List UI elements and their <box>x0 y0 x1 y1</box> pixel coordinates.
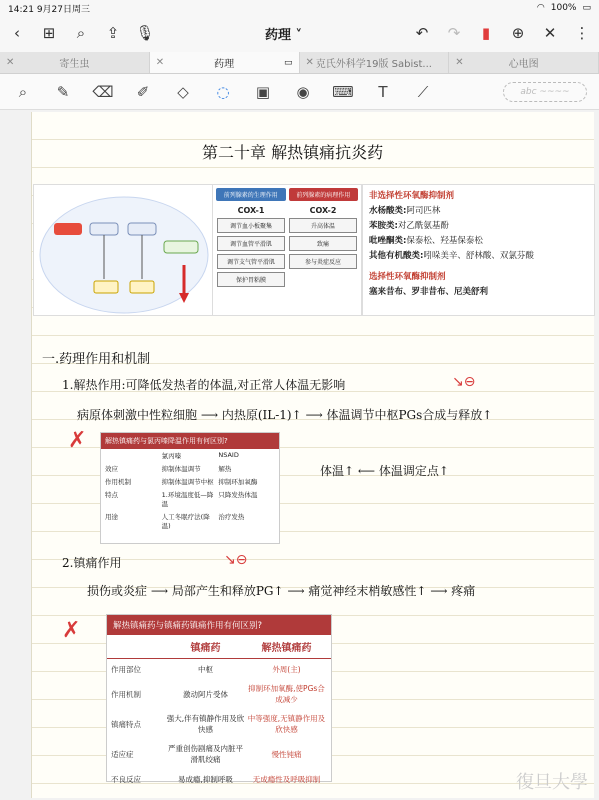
section-heading: 一.药理作用和机制 <box>42 352 151 367</box>
cell: 慢性钝痛 <box>271 749 302 759</box>
table-title: 解热镇痛药与氯丙嗪降温作用有何区别? <box>101 433 279 449</box>
drug-row <box>369 234 588 249</box>
wifi-icon: ◠ <box>536 3 545 13</box>
cox-pathway-diagram[interactable] <box>33 184 213 316</box>
table-title: 解热镇痛药与镇痛药镇痛作用有何区别? <box>107 615 331 635</box>
laser-icon[interactable]: ⟋ <box>417 82 429 101</box>
close-icon[interactable]: ✕ <box>543 24 557 42</box>
drug-names: 对乙酰氨基酚 <box>397 221 449 231</box>
lasso-icon[interactable]: ◌ <box>216 82 230 101</box>
cell <box>105 451 162 460</box>
redo-icon[interactable]: ↷ <box>447 24 461 42</box>
shapes-icon[interactable]: ◇ <box>177 82 189 101</box>
tab-bar <box>0 52 599 74</box>
cox1-item: 保护胃粘膜 <box>217 272 285 287</box>
table-row <box>107 709 331 739</box>
eraser-icon[interactable]: ⌫ <box>92 82 114 101</box>
tab-surgery[interactable] <box>300 52 450 73</box>
status-bar <box>0 0 599 14</box>
cell: 外周(主) <box>272 664 301 674</box>
camera-icon[interactable]: ◉ <box>296 82 310 101</box>
subsection-heading: 2.镇痛作用 <box>62 556 122 570</box>
drug-names: 阿司匹林 <box>406 206 441 216</box>
document-title[interactable]: 药理 ˅ <box>264 27 303 43</box>
drawing-toolbar <box>0 74 599 110</box>
cell: 不良反应 <box>111 774 141 784</box>
cell: 中枢 <box>198 664 213 674</box>
chapter-heading: 第二十章 解热镇痛抗炎药 <box>202 143 384 162</box>
physiology-button[interactable]: 前列腺素的生理作用 <box>216 188 286 201</box>
cell: 镇痛药 <box>190 643 221 654</box>
cell: 治疗发热 <box>218 513 245 521</box>
drug-class: 其他有机酸类: <box>369 251 424 261</box>
cell: 特点 <box>105 491 118 499</box>
table-row <box>107 659 331 679</box>
battery-icon: ▭ <box>582 3 591 13</box>
close-tab-icon[interactable]: ✕ <box>155 57 165 68</box>
microphone-icon[interactable]: 🎙 <box>135 24 155 42</box>
drug-row <box>369 204 588 219</box>
pen-icon[interactable]: ✎ <box>56 82 70 101</box>
tab-ecg[interactable] <box>449 52 599 73</box>
tab-label: 心电图 <box>508 59 539 70</box>
red-cross-mark: ✗ <box>62 618 81 643</box>
drug-names: 吲哚美辛、舒林酸、双氯芬酸 <box>423 251 534 261</box>
cell: 中等强度,无镇静作用及欣快感 <box>247 714 326 734</box>
cox-comparison-panel <box>212 184 362 316</box>
nonselective-title: 非选择性环氧酶抑制剂 <box>369 191 455 201</box>
table-header <box>101 449 279 462</box>
cell: 抑制环加氧酶 <box>218 478 258 486</box>
cell: 用途 <box>105 513 118 521</box>
cell: NSAID <box>218 451 239 459</box>
cell: 氯丙嗪 <box>161 452 182 460</box>
cell: 作用部位 <box>111 664 141 674</box>
close-tab-icon[interactable]: ✕ <box>6 57 15 68</box>
drug-class: 吡唑酮类: <box>369 236 407 246</box>
cox2-item: 升高体温 <box>289 218 357 233</box>
cox2-column <box>289 206 357 290</box>
drug-names: 保泰松、羟基保泰松 <box>406 236 483 246</box>
fever-pathway: 病原体刺激中性粒细胞 ⟶ 内热原(IL-1)↑ ⟶ 体温调节中枢PGs合成与释放↑ <box>77 408 493 422</box>
analgesic-comparison-table <box>106 614 332 782</box>
selective-title: 选择性环氧酶抑制剂 <box>369 272 446 282</box>
drug-row <box>369 285 588 300</box>
document-icon: ▭ <box>283 57 293 68</box>
tab-label: 药理 <box>214 59 235 70</box>
table-row <box>101 510 279 532</box>
undo-icon[interactable]: ↶ <box>415 24 429 42</box>
cell: 作用机制 <box>111 689 141 699</box>
drug-class: 苯胺类: <box>369 221 398 231</box>
cell: 解热 <box>218 465 232 473</box>
bookmark-icon[interactable]: ▮ <box>481 24 491 42</box>
cell: 易成瘾,抑制呼吸 <box>178 774 233 784</box>
cox1-item: 调节血小板聚集 <box>217 218 285 233</box>
cox2-heading: COX-2 <box>309 206 337 215</box>
cell: 解热镇痛药 <box>261 643 312 654</box>
table-row <box>101 475 279 488</box>
cell: 效应 <box>105 465 118 473</box>
fever-pathway-result: 体温↑ ⟵ 体温调定点↑ <box>320 464 449 478</box>
table-row <box>107 769 331 789</box>
cox1-item: 调节支气管平滑肌 <box>217 254 285 269</box>
subsection-heading: 1.解热作用:可降低发热者的体温,对正常人体温无影响 <box>62 378 346 392</box>
keyboard-icon[interactable]: ⌨ <box>332 82 354 101</box>
tab-label: 克氏外科学19版 Sabist... <box>315 59 432 70</box>
cox2-item: 参与炎症反应 <box>289 254 357 269</box>
drug-row <box>369 249 588 264</box>
battery-level: 100% <box>550 3 577 13</box>
more-icon[interactable]: ⋮ <box>574 24 590 42</box>
image-icon[interactable]: ▣ <box>255 82 271 101</box>
university-watermark: 復旦大學 <box>516 772 588 793</box>
cell: 抑制体温调节中枢 <box>161 478 214 486</box>
tab-label: 寄生虫 <box>59 59 90 70</box>
add-page-icon[interactable]: ⊕ <box>511 24 525 42</box>
cox1-item: 调节血管平滑肌 <box>217 236 285 251</box>
cell: 严重创伤剧痛及内脏平滑肌绞痛 <box>168 744 243 764</box>
text-input-pill[interactable]: abc ~~~~ <box>503 82 587 102</box>
pain-pathway: 损伤或炎症 ⟶ 局部产生和释放PG↑ ⟶ 痛觉神经末梢敏感性↑ ⟶ 疼痛 <box>87 584 476 598</box>
close-tab-icon[interactable]: ✕ <box>455 57 464 68</box>
navigation-bar <box>0 14 599 52</box>
read-mode-icon[interactable]: ⌕ <box>18 82 28 101</box>
cell: 激动阿片受体 <box>183 689 228 699</box>
cell: 镇痛特点 <box>111 719 141 729</box>
cell <box>111 639 165 654</box>
clock: 14:21 <box>8 5 34 15</box>
cell: 强大,伴有镇静作用及欣快感 <box>166 714 245 734</box>
table-row <box>107 679 331 709</box>
pathway-graphic <box>34 185 212 315</box>
share-icon[interactable]: ⇪ <box>106 24 120 42</box>
pathology-button[interactable]: 前列腺素的病理作用 <box>289 188 359 201</box>
cox1-heading: COX-1 <box>237 206 265 215</box>
search-icon[interactable]: ⌕ <box>76 24 86 42</box>
drug-row <box>369 219 588 234</box>
antipyretic-comparison-table <box>100 432 280 544</box>
cell: 抑制环加氧酶,使PGs合成减少 <box>248 684 325 704</box>
cell: 只降发热体温 <box>218 491 258 499</box>
back-icon[interactable]: ‹ <box>14 24 20 42</box>
cell: 抑制体温调节 <box>161 465 201 473</box>
cox1-column <box>217 206 285 290</box>
table-row <box>101 462 279 475</box>
grid-icon[interactable]: ⊞ <box>42 24 56 42</box>
red-cross-mark: ✗ <box>68 428 87 453</box>
cox2-item: 致痛 <box>289 236 357 251</box>
close-tab-icon[interactable]: ✕ <box>305 57 314 68</box>
text-icon[interactable]: T <box>378 82 388 101</box>
tab-parasite[interactable] <box>0 52 150 73</box>
note-page[interactable] <box>31 112 594 798</box>
table-header <box>107 635 331 659</box>
table-row <box>107 739 331 769</box>
blue-arrow-annotation: ↘⊖ <box>452 374 476 390</box>
cell: 适应症 <box>111 749 134 759</box>
table-row <box>101 488 279 510</box>
cell: 无成瘾性及呼吸抑制 <box>252 774 321 784</box>
blue-arrow-annotation: ↘⊖ <box>224 552 248 568</box>
cell: 人工冬眠疗法(降温) <box>161 513 210 530</box>
drug-class: 水杨酸类: <box>369 206 407 216</box>
drug-classification <box>362 184 595 316</box>
date: 9月27日周三 <box>36 5 90 15</box>
tab-pharmacology[interactable] <box>150 52 300 73</box>
cell: 1.环境温度低—降温 <box>161 491 214 508</box>
drug-names: 塞来昔布、罗非昔布、尼美舒利 <box>369 287 489 297</box>
highlighter-icon[interactable]: ✐ <box>136 82 150 101</box>
cell: 作用机制 <box>105 478 131 486</box>
